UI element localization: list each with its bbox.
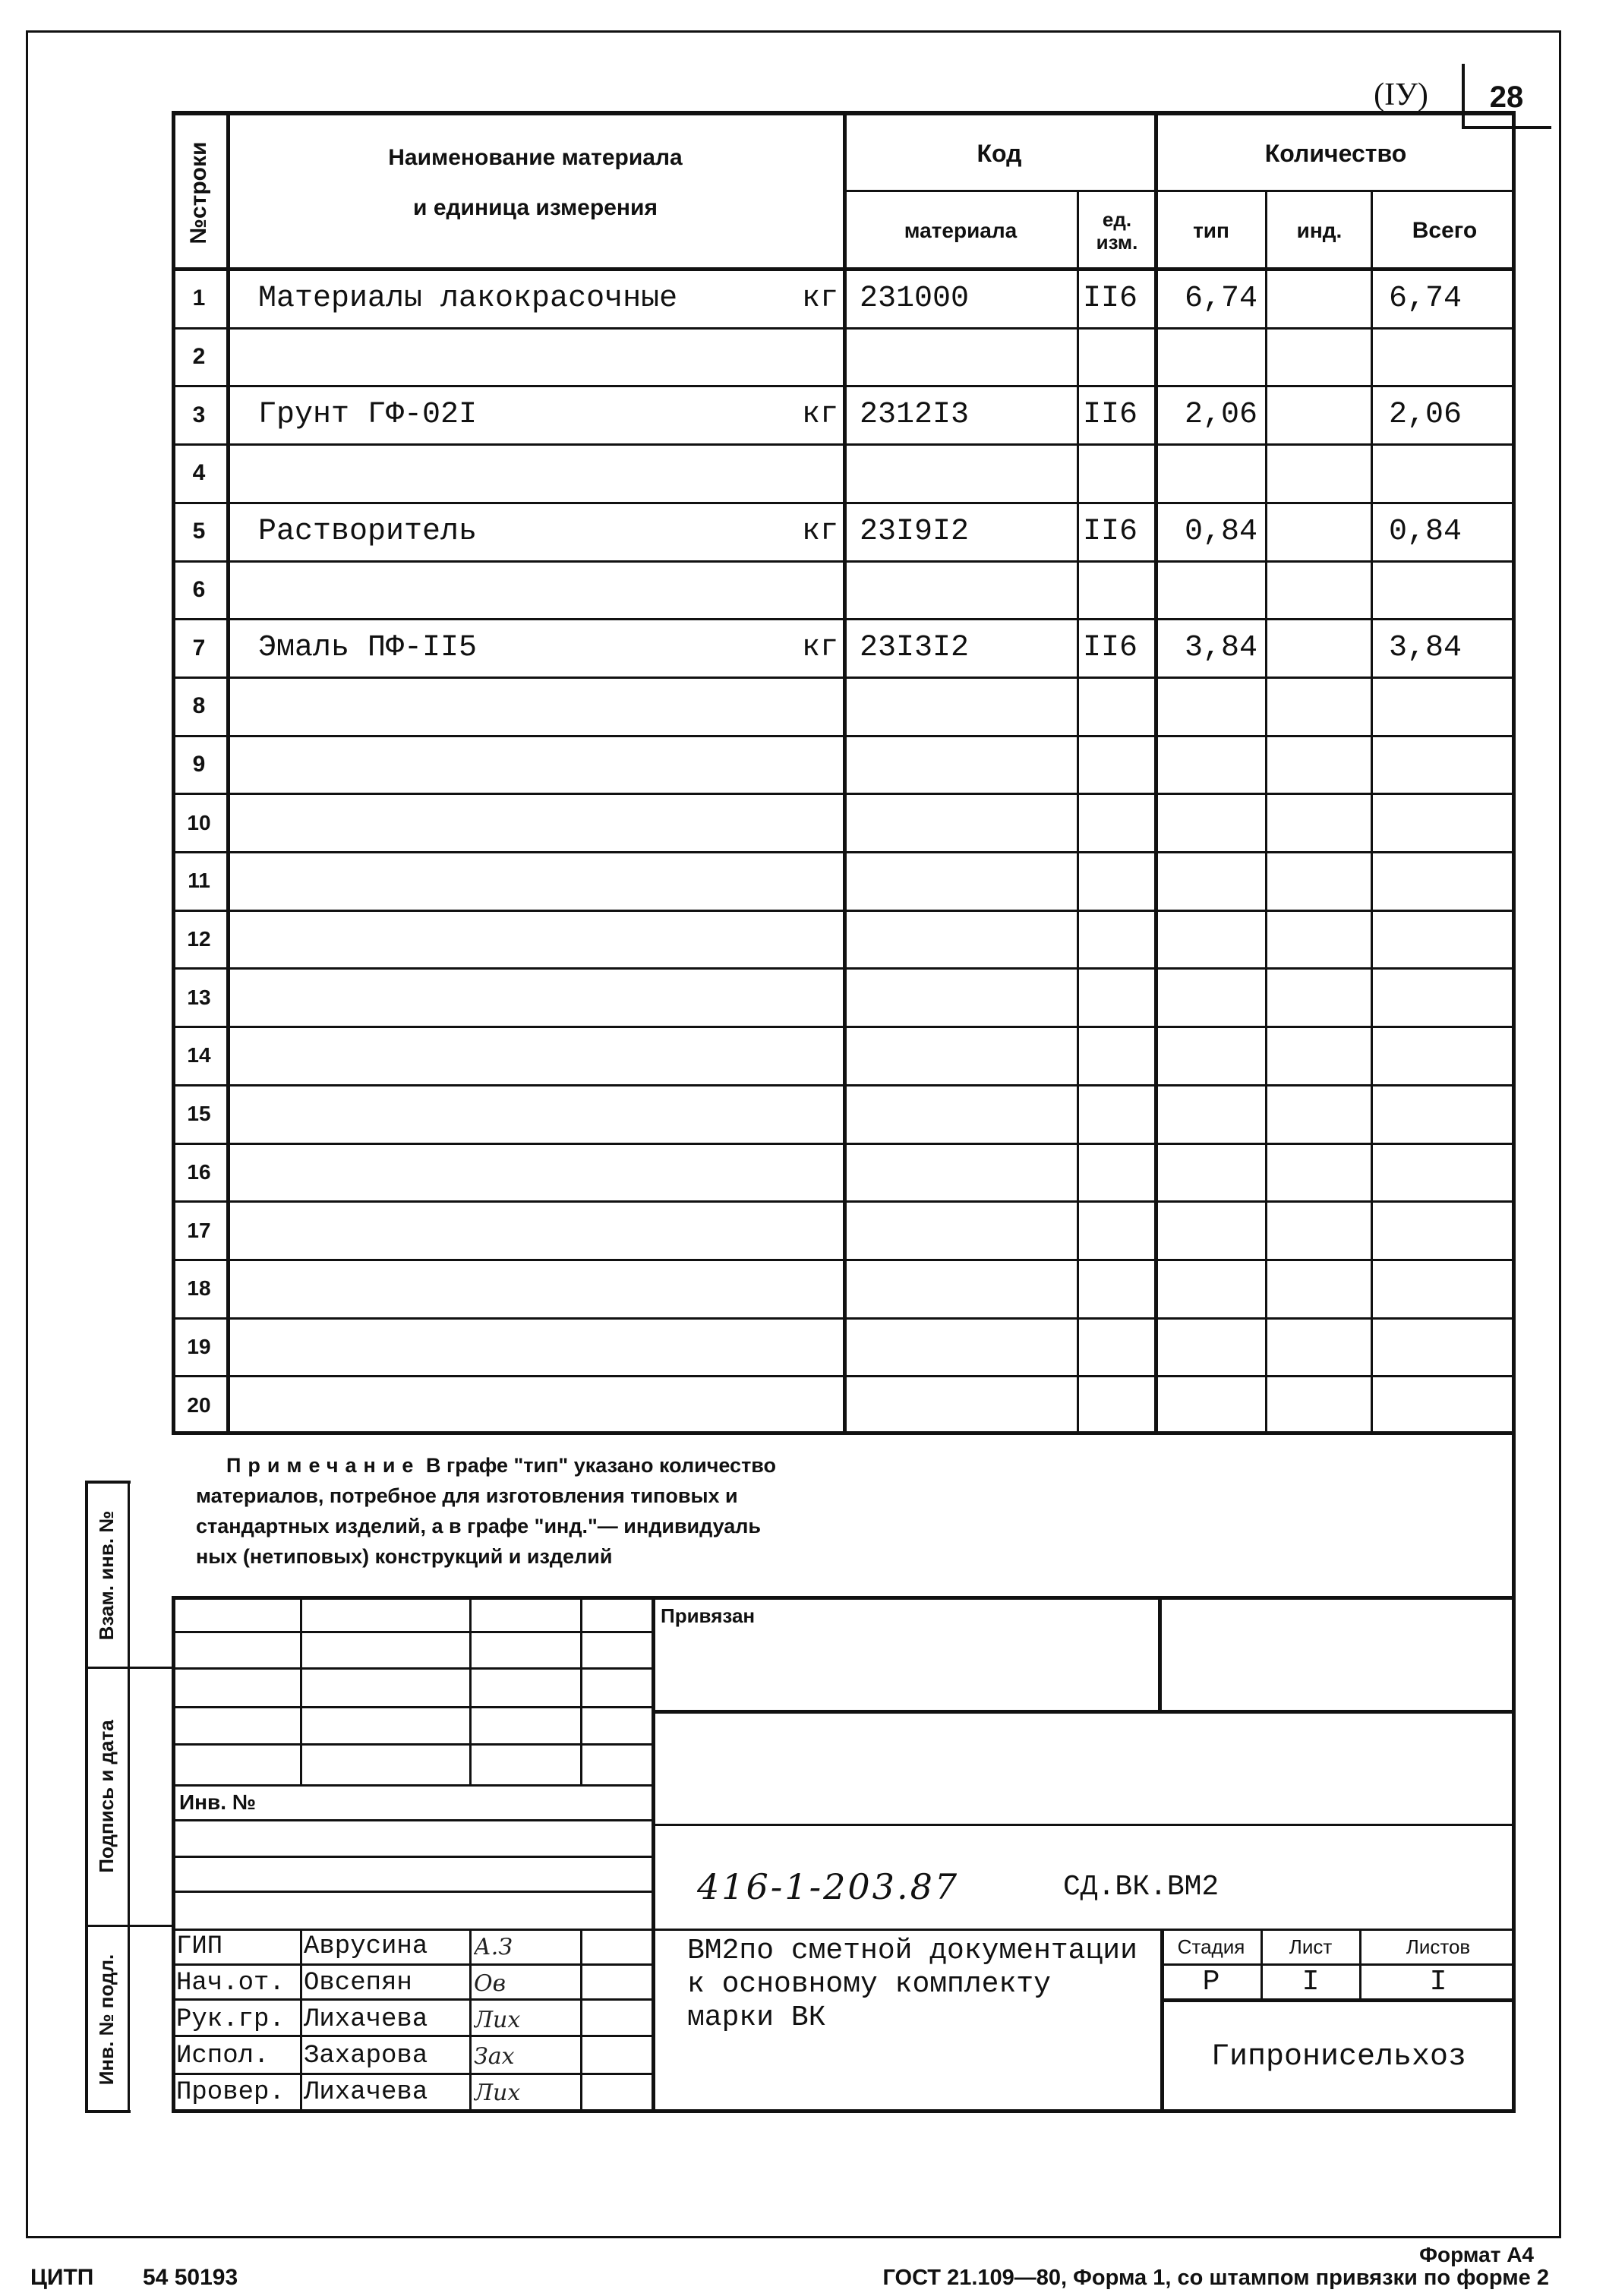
row-qty-type: [1157, 1201, 1264, 1260]
row-separator: [172, 327, 1516, 330]
row-material-name: [258, 1027, 759, 1085]
row-material-code: 231000: [860, 281, 970, 316]
row-material-name: [258, 328, 759, 386]
row-qty-total: [1374, 852, 1510, 910]
header-row-number: №строки: [186, 141, 211, 244]
row-unit: [759, 793, 838, 852]
row-qty-total: [1374, 677, 1510, 736]
row-unit-code: II6: [1083, 281, 1138, 316]
row-qty-total: 2,06: [1389, 398, 1462, 433]
note-line2: материалов, потребное для изготовления типовых и: [196, 1484, 738, 1507]
row-qty-type: [1157, 1376, 1264, 1434]
row-material-code: [860, 1318, 1072, 1377]
row-unit: [759, 328, 838, 386]
row-material-code: [860, 736, 1072, 794]
row-material-name: [258, 736, 759, 794]
stamp-person-name: Овсепян: [304, 1969, 412, 1998]
row-qty-ind: [1268, 619, 1371, 677]
row-unit: кг: [801, 281, 838, 316]
row-unit: кг: [801, 398, 838, 433]
row-qty-ind: [1268, 1085, 1371, 1143]
row-separator: [172, 1084, 1516, 1086]
row-unit: [759, 561, 838, 620]
row-number: 7: [192, 635, 206, 661]
row-qty-ind: [1268, 677, 1371, 736]
stamp-stage-label: Стадия: [1177, 1935, 1245, 1958]
row-number: 9: [192, 751, 206, 777]
row-material-name: Грунт ГФ-02I: [258, 398, 478, 433]
note-right-border: [1512, 1435, 1516, 1596]
row-separator: [172, 1317, 1516, 1320]
row-separator: [172, 910, 1516, 912]
row-material-name: [258, 677, 759, 736]
sheet-number: 28: [1489, 80, 1524, 114]
side-vzam-label: Взам. инв. №: [95, 1510, 118, 1641]
row-qty-type: [1157, 1027, 1264, 1085]
stamp-stage-value: Р: [1202, 1965, 1220, 1998]
row-separator: [172, 443, 1516, 446]
row-material-code: [860, 852, 1072, 910]
row-qty-type: 2,06: [1184, 398, 1257, 433]
row-number: 12: [187, 927, 211, 951]
row-qty-total: 0,84: [1389, 514, 1462, 549]
row-number: 15: [187, 1102, 211, 1126]
corner-code: (IУ): [1374, 77, 1428, 112]
row-separator: [172, 1143, 1516, 1145]
row-unit: [759, 1085, 838, 1143]
row-separator: [172, 1200, 1516, 1203]
footer-format: Формат А4: [1419, 2243, 1534, 2266]
header-code-material: материала: [904, 219, 1018, 242]
side-binding-inner: [128, 1481, 130, 2113]
stamp-title-line-1: ВМ2по сметной документации: [687, 1935, 1137, 1967]
row-material-name: Растворитель: [258, 514, 478, 549]
row-qty-total: [1374, 1027, 1510, 1085]
row-number: 3: [192, 402, 206, 427]
row-qty-type: [1157, 1260, 1264, 1318]
stamp-col-privyazan: [1158, 1596, 1162, 1710]
row-number: 4: [192, 460, 206, 486]
stamp-col-3b: [580, 1929, 582, 2113]
row-number: 14: [187, 1043, 211, 1068]
row-material-code: [860, 328, 1072, 386]
row-unit-code: [1077, 1201, 1154, 1260]
stamp-person-role: Рук.гр.: [176, 2005, 285, 2034]
header-mid-line: [843, 190, 1516, 192]
stamp-sheets-label: Листов: [1406, 1935, 1471, 1958]
row-material-code: [860, 1376, 1072, 1434]
row-qty-type: 0,84: [1184, 514, 1257, 549]
row-number: 19: [187, 1334, 211, 1358]
row-qty-ind: [1268, 793, 1371, 852]
row-qty-ind: [1268, 910, 1371, 969]
row-unit: [759, 1027, 838, 1085]
row-qty-total: [1374, 1376, 1510, 1434]
row-unit: [759, 852, 838, 910]
side-sep-1: [85, 1667, 172, 1669]
row-qty-ind: [1268, 1027, 1371, 1085]
row-separator: [172, 735, 1516, 737]
row-material-code: [860, 793, 1072, 852]
row-unit-code: [1077, 677, 1154, 736]
stamp-col-main: [652, 1596, 655, 2113]
stamp-col-2: [469, 1596, 472, 1784]
note-line4: ных (нетиповых) конструкций и изделий: [196, 1545, 613, 1568]
row-qty-total: [1374, 328, 1510, 386]
stamp-person-name: Аврусина: [304, 1932, 428, 1961]
row-material-code: 23I9I2: [860, 514, 970, 549]
stamp-title-line-3: марки ВК: [687, 2001, 826, 2034]
header-quantity: Количество: [1264, 139, 1407, 167]
row-unit-code: [1077, 793, 1154, 852]
note: [196, 1450, 1487, 1572]
row-unit: [759, 677, 838, 736]
row-qty-type: [1157, 444, 1264, 503]
stamp-left-row-3: [172, 1706, 652, 1708]
row-number: 16: [187, 1159, 211, 1184]
row-material-code: [860, 677, 1072, 736]
stamp-title-line-2: к основному комплекту: [687, 1968, 1051, 2001]
side-sep-2: [85, 1925, 172, 1927]
row-number: 2: [192, 344, 206, 370]
row-qty-ind: [1268, 444, 1371, 503]
row-qty-total: [1374, 1260, 1510, 1318]
row-qty-total: 6,74: [1389, 281, 1462, 316]
row-qty-ind: [1268, 1143, 1371, 1202]
row-qty-total: [1374, 910, 1510, 969]
row-number: 11: [188, 869, 210, 893]
row-unit-code: [1077, 736, 1154, 794]
header-code-unit: ед. изм.: [1096, 208, 1138, 254]
note-line3: стандартных изделий, а в графе "инд."— индивидуаль: [196, 1515, 762, 1538]
stamp-col-1: [300, 1596, 302, 1784]
footer-left: ЦИТП: [30, 2265, 94, 2290]
row-separator: [172, 502, 1516, 504]
stamp-left-row-4: [172, 1743, 652, 1746]
row-number: 1: [192, 285, 206, 311]
row-qty-total: [1374, 1201, 1510, 1260]
header-name-line1: Наименование материала: [388, 145, 683, 170]
stamp-sheet-label: Лист: [1289, 1935, 1333, 1958]
row-material-code: [860, 444, 1072, 503]
row-separator: [172, 793, 1516, 795]
row-material-code: [860, 1027, 1072, 1085]
row-qty-total: [1374, 1143, 1510, 1202]
row-unit-code: [1077, 1085, 1154, 1143]
row-unit: [759, 444, 838, 503]
header-code: Код: [977, 139, 1022, 167]
row-unit: кг: [801, 631, 838, 666]
note-line1: В графе "тип" указано количество: [425, 1454, 777, 1477]
row-unit: [759, 910, 838, 969]
row-unit-code: [1077, 968, 1154, 1027]
stamp-person-role: Нач.от.: [176, 1969, 285, 1998]
row-unit: [759, 1318, 838, 1377]
row-unit-code: [1077, 852, 1154, 910]
row-qty-type: [1157, 852, 1264, 910]
row-unit: кг: [801, 514, 838, 549]
row-qty-total: [1374, 561, 1510, 620]
row-unit-code: [1077, 1260, 1154, 1318]
row-unit-code: [1077, 1376, 1154, 1434]
stamp-left-row-1: [172, 1631, 652, 1633]
row-number: 8: [192, 693, 206, 719]
row-qty-total: [1374, 1085, 1510, 1143]
row-qty-ind: [1268, 561, 1371, 620]
stamp-person-signature: Лих: [474, 2079, 521, 2106]
stamp-person-name: Лихачева: [304, 2005, 428, 2034]
row-number: 13: [187, 985, 211, 1009]
row-qty-total: [1374, 444, 1510, 503]
stamp-left-row-6: [172, 1819, 652, 1821]
row-qty-type: [1157, 736, 1264, 794]
row-qty-type: 6,74: [1184, 281, 1257, 316]
row-separator: [172, 618, 1516, 620]
stamp-col-3: [580, 1596, 582, 1784]
stamp-left-row-2: [172, 1667, 652, 1670]
row-material-name: Материалы лакокрасочные: [258, 281, 678, 316]
stamp-person-name: Лихачева: [304, 2078, 428, 2107]
row-material-name: [258, 1085, 759, 1143]
stamp-person-role: Провер.: [176, 2078, 285, 2107]
row-qty-type: [1157, 328, 1264, 386]
stamp-person-name: Захарова: [304, 2042, 428, 2070]
row-unit-code: [1077, 328, 1154, 386]
stamp-person-role: ГИП: [176, 1932, 223, 1961]
row-separator: [172, 967, 1516, 970]
row-unit: [759, 1143, 838, 1202]
header-name-line2: и единица измерения: [413, 195, 658, 220]
row-material-name: [258, 1143, 759, 1202]
row-qty-ind: [1268, 968, 1371, 1027]
footer-gost: ГОСТ 21.109—80, Форма 1, со штампом привязки по форме 2: [882, 2265, 1549, 2290]
row-qty-ind: [1268, 270, 1371, 328]
row-separator: [172, 385, 1516, 387]
stamp-person-role: Испол.: [176, 2042, 270, 2070]
row-number: 10: [187, 810, 211, 834]
row-qty-total: [1374, 1318, 1510, 1377]
stamp-person-signature: Ов: [474, 1970, 506, 1997]
row-qty-ind: [1268, 328, 1371, 386]
note-lead: Примечание: [226, 1454, 421, 1477]
row-qty-total: [1374, 968, 1510, 1027]
row-unit-code: [1077, 561, 1154, 620]
row-separator: [172, 1375, 1516, 1377]
stamp-person-signature: Лих: [474, 2006, 521, 2033]
row-number: 6: [192, 576, 206, 602]
col-line-ind: [1371, 190, 1373, 1435]
row-material-code: [860, 910, 1072, 969]
row-separator: [172, 1259, 1516, 1261]
row-qty-total: [1374, 736, 1510, 794]
row-separator: [172, 560, 1516, 563]
row-material-code: [860, 1085, 1072, 1143]
row-qty-type: 3,84: [1184, 631, 1257, 666]
row-material-name: [258, 444, 759, 503]
stamp-sheets-value: I: [1429, 1965, 1447, 1998]
row-unit-code: [1077, 910, 1154, 969]
row-qty-total: 3,84: [1389, 631, 1462, 666]
header-qty-ind: инд.: [1296, 219, 1343, 242]
row-qty-ind: [1268, 503, 1371, 561]
row-qty-type: [1157, 561, 1264, 620]
row-unit-code: [1077, 444, 1154, 503]
row-separator: [172, 851, 1516, 853]
row-qty-ind: [1268, 1201, 1371, 1260]
row-material-name: [258, 793, 759, 852]
row-number: 5: [192, 519, 206, 544]
row-qty-type: [1157, 910, 1264, 969]
stamp-person-signature: А.З: [474, 1933, 513, 1960]
row-material-code: [860, 1260, 1072, 1318]
header-qty-type: тип: [1193, 219, 1229, 242]
side-podpis-label: Подпись и дата: [95, 1720, 118, 1873]
stamp-person-signature: Зах: [474, 2042, 515, 2070]
row-qty-type: [1157, 677, 1264, 736]
row-qty-ind: [1268, 386, 1371, 444]
row-material-name: [258, 910, 759, 969]
row-unit-code: [1077, 1318, 1154, 1377]
row-unit: [759, 1260, 838, 1318]
row-material-code: [860, 1143, 1072, 1202]
row-material-code: 2312I3: [860, 398, 970, 433]
side-inv-podl-label: Инв. № подл.: [95, 1954, 118, 2086]
col-line-rowno: [226, 111, 230, 1435]
stamp-privyazan: Привязан: [661, 1604, 756, 1627]
row-qty-type: [1157, 1085, 1264, 1143]
row-separator: [172, 676, 1516, 679]
row-qty-type: [1157, 1143, 1264, 1202]
row-qty-type: [1157, 1318, 1264, 1377]
row-unit-code: II6: [1083, 398, 1138, 433]
stamp-organization: Гипронисельхоз: [1210, 2040, 1467, 2074]
row-material-name: [258, 1318, 759, 1377]
stamp-sheet-value: I: [1302, 1965, 1320, 1998]
row-separator: [172, 1026, 1516, 1028]
row-material-name: [258, 1376, 759, 1434]
footer-left-number: 54 50193: [143, 2265, 238, 2290]
row-qty-ind: [1268, 1260, 1371, 1318]
col-line-type: [1265, 190, 1267, 1435]
stamp-title: [687, 1935, 1158, 2035]
row-unit-code: II6: [1083, 514, 1138, 549]
row-qty-total: [1374, 793, 1510, 852]
row-material-code: [860, 561, 1072, 620]
row-material-name: [258, 561, 759, 620]
stamp-designation-hand: 416-1-203.87: [697, 1866, 960, 1907]
row-unit-code: [1077, 1143, 1154, 1202]
row-material-name: [258, 1260, 759, 1318]
stamp-right-row-1: [652, 1710, 1516, 1714]
row-material-code: [860, 1201, 1072, 1260]
stamp-left-row-8: [172, 1891, 652, 1893]
stamp-designation: СД.ВК.ВМ2: [1063, 1870, 1219, 1903]
stamp-right-row-2: [652, 1824, 1516, 1826]
row-number: 20: [187, 1392, 211, 1417]
row-unit-code: [1077, 1027, 1154, 1085]
row-unit: [759, 1376, 838, 1434]
row-qty-ind: [1268, 736, 1371, 794]
row-material-code: [860, 968, 1072, 1027]
row-unit: [759, 736, 838, 794]
row-material-code: 23I3I2: [860, 631, 970, 666]
col-line-name: [843, 111, 847, 1435]
row-material-name: [258, 852, 759, 910]
row-material-name: [258, 1201, 759, 1260]
row-material-name: Эмаль ПФ-II5: [258, 631, 478, 666]
row-number: 17: [187, 1218, 211, 1242]
row-qty-type: [1157, 968, 1264, 1027]
row-qty-ind: [1268, 852, 1371, 910]
header-qty-total: Всего: [1412, 218, 1478, 243]
stamp-left-row-7: [172, 1856, 652, 1858]
row-unit: [759, 1201, 838, 1260]
row-qty-ind: [1268, 1376, 1371, 1434]
row-qty-ind: [1268, 1318, 1371, 1377]
row-unit: [759, 968, 838, 1027]
stamp-col-1b: [300, 1929, 302, 2113]
row-qty-type: [1157, 793, 1264, 852]
stamp-inv-no: Инв. №: [179, 1790, 257, 1814]
stamp-col-2b: [469, 1929, 472, 2113]
row-material-name: [258, 968, 759, 1027]
row-number: 18: [187, 1276, 211, 1301]
row-unit-code: II6: [1083, 631, 1138, 666]
